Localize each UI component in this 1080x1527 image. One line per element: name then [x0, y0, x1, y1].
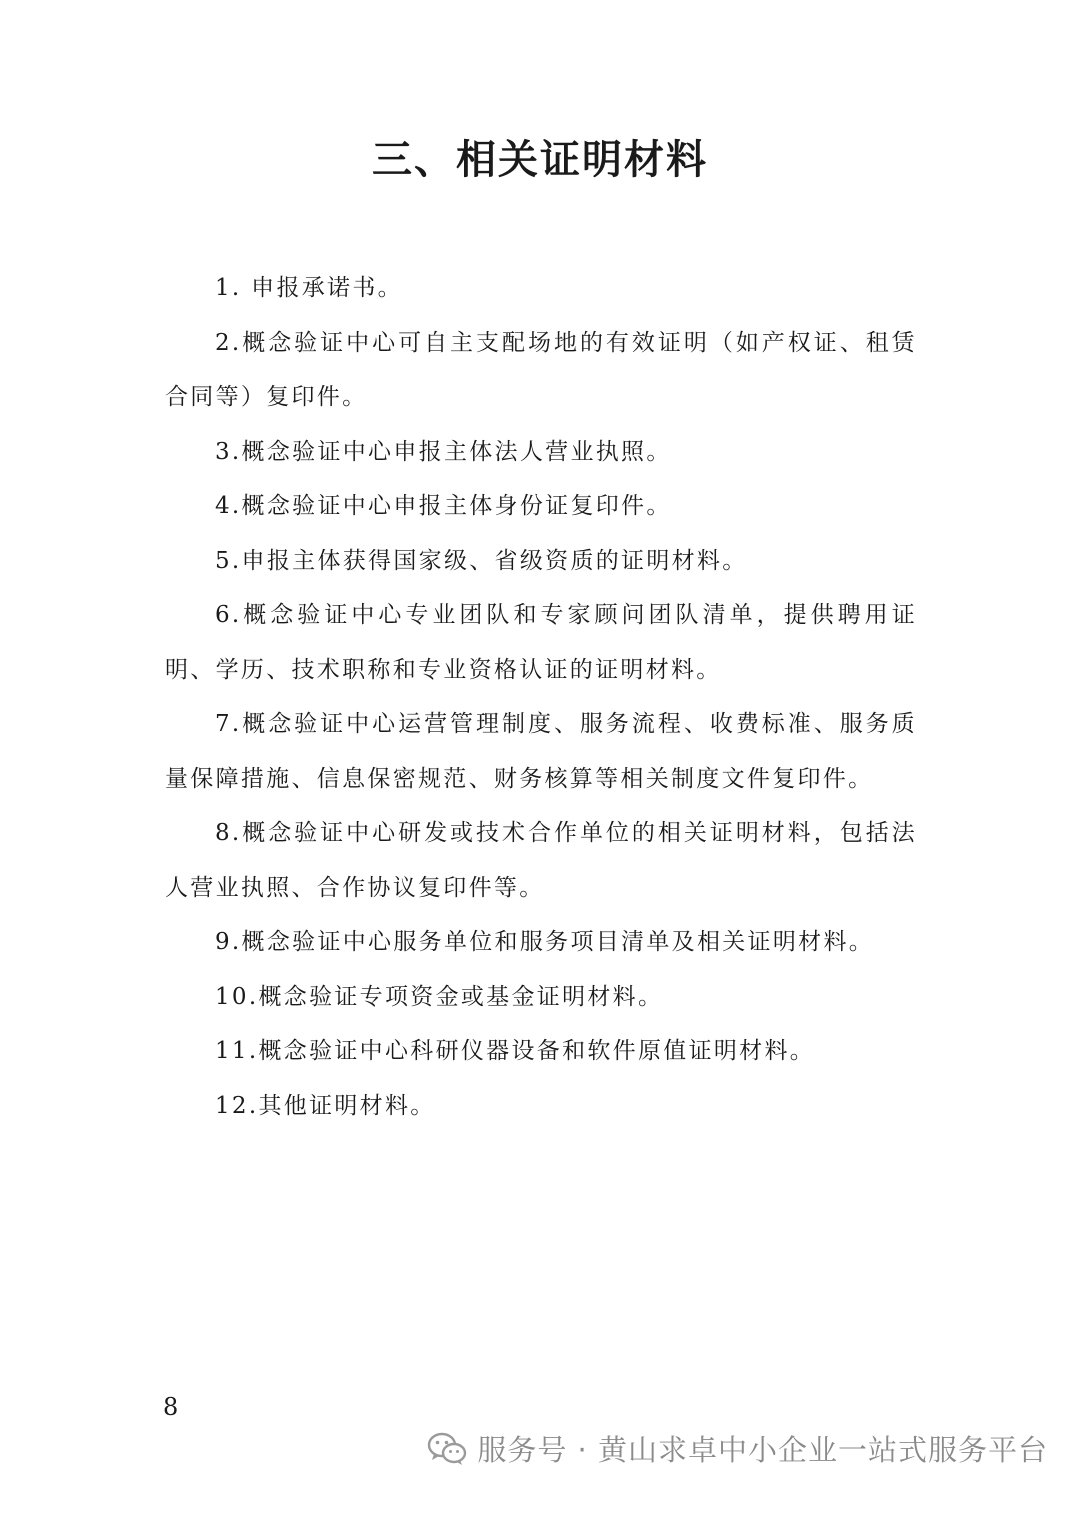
watermark-text: 服务号 · 黄山求卓中小企业一站式服务平台	[477, 1433, 1048, 1467]
list-item: 3.概念验证中心申报主体法人营业执照。	[215, 438, 672, 465]
list-item: 7.概念验证中心运营管理制度、服务流程、收费标准、服务质量保障措施、信息保密规范、财务核算等相关制度文件复印件。	[165, 711, 917, 792]
list-item: 1. 申报承诺书。	[215, 275, 403, 301]
list-item: 11.概念验证中心科研仪器设备和软件原值证明材料。	[215, 1038, 816, 1064]
section-title: 三、相关证明材料	[372, 136, 708, 183]
list-item: 9.概念验证中心服务单位和服务项目清单及相关证明材料。	[215, 929, 875, 955]
list-item: 5.申报主体获得国家级、省级资质的证明材料。	[215, 547, 748, 574]
wechat-icon	[427, 1431, 467, 1467]
list-item: 8.概念验证中心研发或技术合作单位的相关证明材料，包括法人营业执照、合作协议复印件等。	[165, 820, 917, 901]
list-item: 12.其他证明材料。	[215, 1092, 436, 1119]
list-item: 6.概念验证中心专业团队和专家顾问团队清单，提供聘用证明、学历、技术职称和专业资格认证的证明材料。	[165, 602, 917, 683]
list-item: 10.概念验证专项资金或基金证明材料。	[215, 983, 664, 1010]
materials-list	[165, 261, 917, 1133]
list-item: 4.概念验证中心申报主体身份证复印件。	[215, 493, 672, 519]
watermark	[427, 1428, 1048, 1469]
list-item: 2.概念验证中心可自主支配场地的有效证明（如产权证、租赁合同等）复印件。	[165, 329, 917, 410]
page-number: 8	[163, 1393, 179, 1421]
